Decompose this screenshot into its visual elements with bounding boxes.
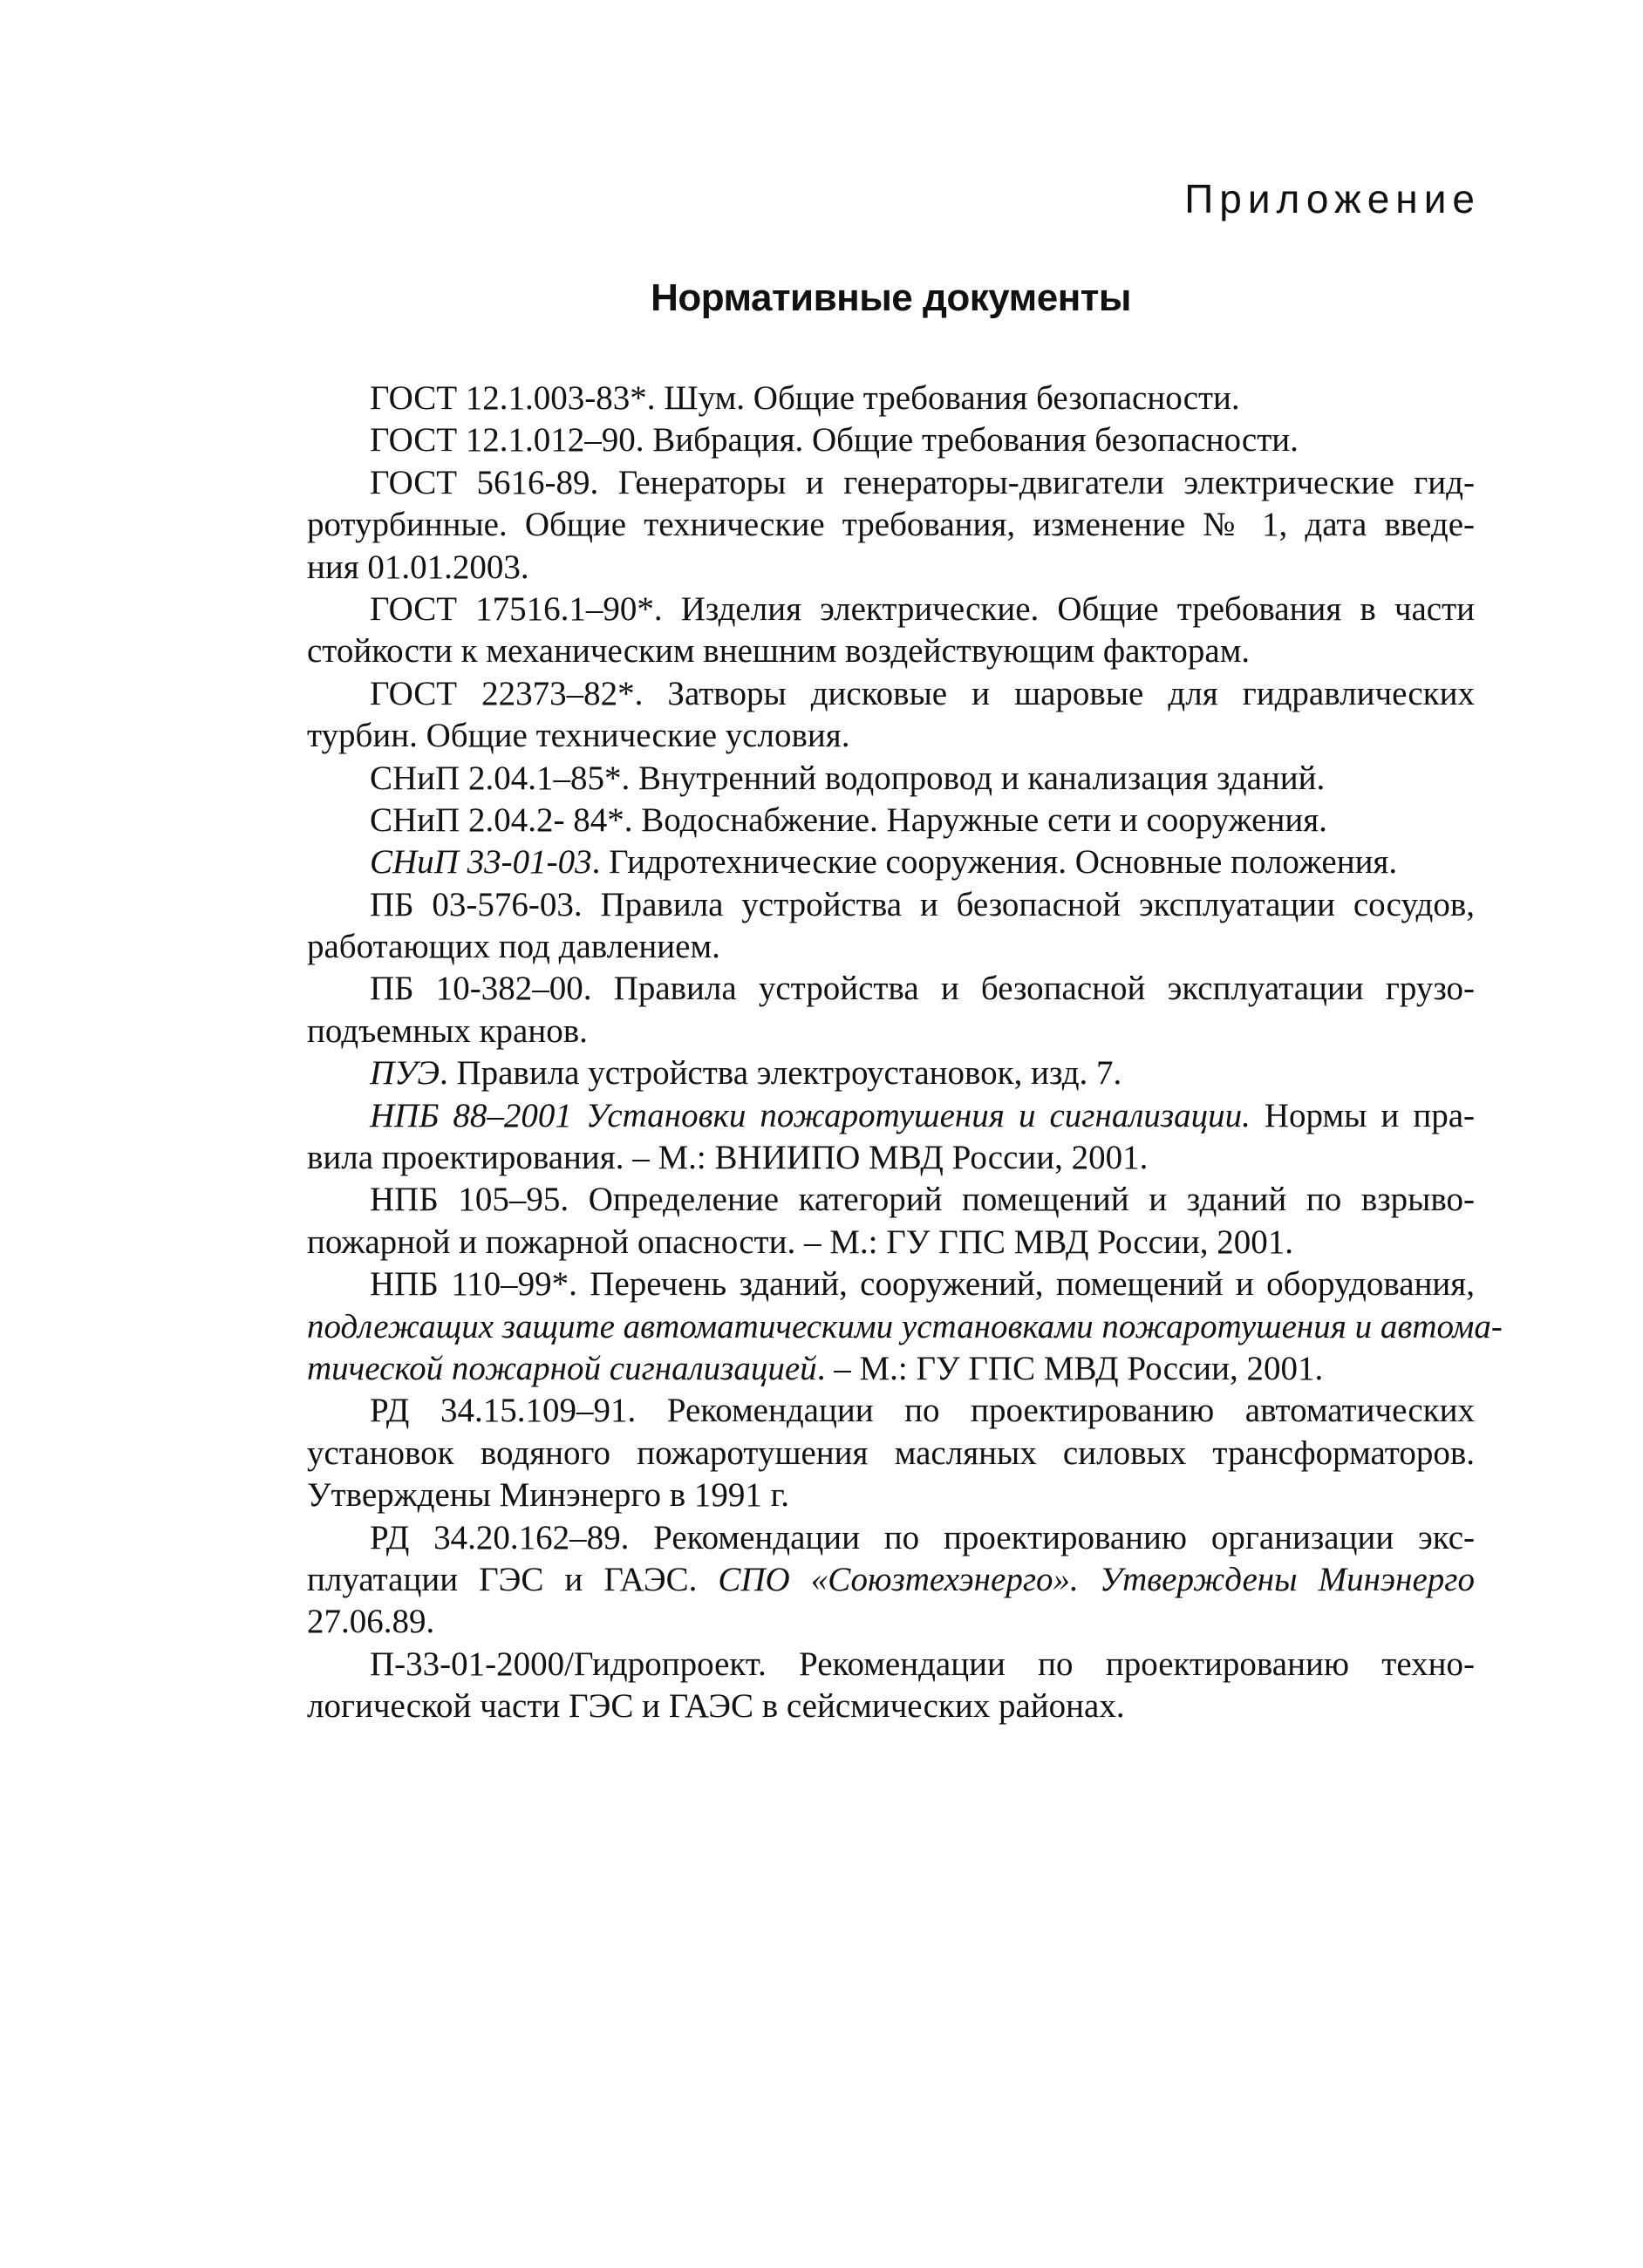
reference-gost-17516-1 xyxy=(307,589,1475,673)
reference-line xyxy=(307,1390,1475,1432)
reference-npb-105 xyxy=(307,1179,1475,1263)
reference-text: пожарной и пожарной опасности. – М.: ГУ ГПС МВД России, 2001. xyxy=(307,1223,1293,1261)
reference-text: ГОСТ 12.1.003-83*. Шум. Общие требования безопасности. xyxy=(370,379,1240,417)
reference-text: работающих под давлением. xyxy=(307,928,720,966)
reference-line xyxy=(307,630,1475,672)
reference-line xyxy=(307,1306,1503,1348)
reference-text: логической части ГЭС и ГАЭС в сейсмических районах. xyxy=(307,1687,1125,1726)
reference-text: ПБ 10-382–00. Правила устройства и безопасной эксплуатации грузо- xyxy=(370,970,1475,1008)
reference-line xyxy=(307,841,1475,883)
reference-line xyxy=(307,926,1475,968)
reference-line xyxy=(307,1433,1475,1475)
reference-line xyxy=(307,673,1475,715)
reference-text: ния 01.01.2003. xyxy=(307,548,529,586)
reference-line xyxy=(307,1222,1475,1263)
reference-text: Утверждены Минэнерго в 1991 г. xyxy=(307,1476,789,1515)
reference-line xyxy=(307,1263,1475,1305)
reference-text: стойкости к механическим внешним воздействующим факторам. xyxy=(307,632,1251,671)
reference-text: СНиП 2.04.1–85*. Внутренний водопровод и канализация зданий. xyxy=(370,759,1326,797)
reference-text: . Правила устройства электроустановок, изд. 7. xyxy=(439,1054,1122,1093)
reference-npb-110 xyxy=(307,1263,1503,1390)
reference-line xyxy=(307,504,1475,546)
reference-line xyxy=(307,1052,1475,1094)
page-title: Нормативные документы xyxy=(651,276,1131,319)
reference-line xyxy=(307,1348,1475,1390)
reference-gost-5616 xyxy=(307,462,1475,589)
reference-line xyxy=(307,1559,1475,1601)
reference-gost-12-1-012 xyxy=(307,419,1475,461)
reference-pb-10-382 xyxy=(307,968,1475,1052)
reference-line xyxy=(307,1601,1475,1643)
reference-line xyxy=(307,1011,1475,1052)
reference-line xyxy=(307,884,1475,926)
reference-code: ПУЭ xyxy=(370,1054,440,1093)
reference-snip-33-01 xyxy=(307,841,1475,883)
references-list xyxy=(307,378,1503,1728)
reference-gost-22373 xyxy=(307,673,1475,758)
reference-line xyxy=(307,419,1475,461)
reference-code: СНиП 33-01-03 xyxy=(370,843,592,882)
reference-npb-88 xyxy=(307,1095,1475,1180)
reference-rd-34-15-109 xyxy=(307,1390,1475,1516)
reference-p-33-01-2000 xyxy=(307,1644,1475,1728)
reference-text: СПО «Союзтехэнерго». Утверждены Минэнерго xyxy=(718,1560,1475,1598)
reference-gost-12-1-003 xyxy=(307,378,1475,419)
reference-pue xyxy=(307,1052,1475,1094)
reference-text: РД 34.20.162–89. Рекомендации по проектированию организации экс- xyxy=(370,1518,1475,1556)
reference-text: ГОСТ 5616-89. Генераторы и генераторы-двигатели электрические гид- xyxy=(370,463,1475,501)
reference-text: . Гидротехнические сооружения. Основные положения. xyxy=(591,843,1398,882)
reference-text: 27.06.89. xyxy=(307,1603,435,1641)
reference-text: П-33-01-2000/Гидропроект. Рекомендации по проектированию техно- xyxy=(370,1645,1475,1683)
reference-line xyxy=(307,1095,1475,1137)
reference-line xyxy=(307,589,1475,630)
appendix-label: Приложение xyxy=(1184,176,1481,221)
reference-line xyxy=(307,800,1475,841)
reference-text: ПБ 03-576-03. Правила устройства и безопасной эксплуатации сосудов, xyxy=(370,885,1475,923)
reference-line xyxy=(307,1179,1475,1221)
reference-code: НПБ 88–2001 Установки пожаротушения и сигнализации. xyxy=(370,1096,1251,1134)
reference-text: Нормы и пра- xyxy=(1250,1096,1475,1134)
reference-line xyxy=(307,1644,1475,1686)
reference-line xyxy=(307,378,1475,419)
reference-rd-34-20-162 xyxy=(307,1517,1475,1644)
reference-text: ротурбинные. Общие технические требования, изменение № 1, дата введе- xyxy=(307,506,1475,544)
reference-text: турбин. Общие технические условия. xyxy=(307,717,850,755)
reference-text: НПБ 110–99*. Перечень зданий, сооружений, помещений и оборудования, xyxy=(370,1265,1475,1304)
reference-text: плуатации ГЭС и ГАЭС. xyxy=(307,1560,719,1598)
reference-text: РД 34.15.109–91. Рекомендации по проектированию автоматических xyxy=(370,1392,1475,1430)
reference-text: ГОСТ 17516.1–90*. Изделия электрические. Общие требования в части xyxy=(370,589,1475,628)
reference-line xyxy=(307,968,1475,1010)
reference-text: установок водяного пожаротушения масляных силовых трансформаторов. xyxy=(307,1434,1475,1472)
reference-line xyxy=(307,1517,1475,1559)
reference-text: ГОСТ 22373–82*. Затворы дисковые и шаровые для гидравлических xyxy=(370,674,1475,712)
reference-text: вила проектирования. – М.: ВНИИПО МВД России, 2001. xyxy=(307,1139,1149,1177)
reference-text: НПБ 105–95. Определение категорий помещений и зданий по взрыво- xyxy=(370,1181,1475,1219)
reference-snip-2-04-1 xyxy=(307,758,1475,800)
reference-line xyxy=(307,1137,1475,1179)
reference-text: тической пожарной сигнализацией xyxy=(307,1349,817,1387)
reference-line xyxy=(307,547,1475,589)
reference-text: СНиП 2.04.2- 84*. Водоснабжение. Наружные сети и сооружения. xyxy=(370,800,1327,839)
reference-line xyxy=(307,462,1475,504)
reference-pb-03-576 xyxy=(307,884,1475,969)
reference-text: подъемных кранов. xyxy=(307,1011,588,1050)
reference-text: ГОСТ 12.1.012–90. Вибрация. Общие требования безопасности. xyxy=(370,421,1299,460)
reference-line xyxy=(307,758,1475,800)
reference-line xyxy=(307,1686,1475,1727)
reference-text: подлежащих защите автоматическими установками пожаротушения и автома- xyxy=(307,1307,1503,1345)
reference-line xyxy=(307,1475,1475,1516)
reference-snip-2-04-2 xyxy=(307,800,1475,841)
reference-line xyxy=(307,715,1475,757)
reference-text: . – М.: ГУ ГПС МВД России, 2001. xyxy=(816,1349,1324,1387)
